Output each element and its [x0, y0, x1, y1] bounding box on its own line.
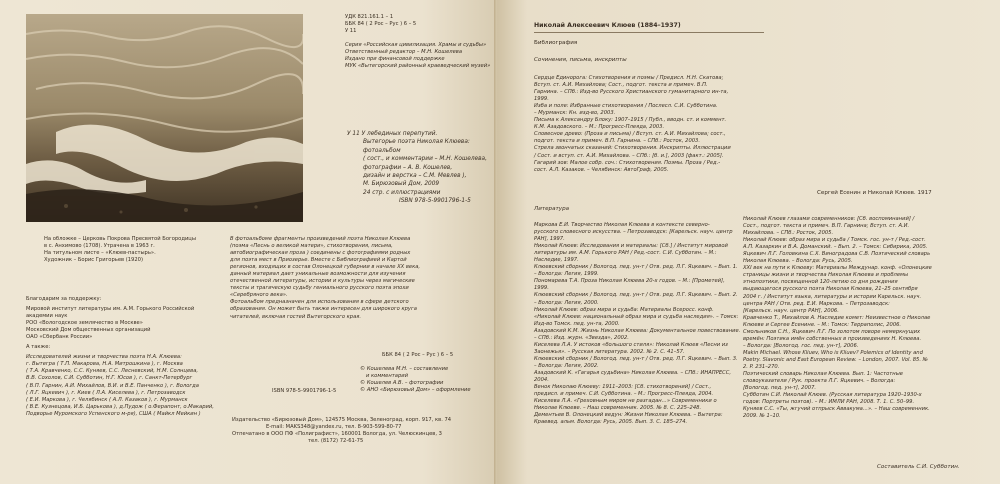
literature-column-1	[534, 222, 740, 426]
literature-line: времён: Поэтика имён собственных в произведениях Н. Клюева.	[743, 335, 922, 342]
header-rule	[534, 32, 764, 33]
also-line: ( В.П. Гарнин, А.И. Михайлов, В.И. и В.Е. Панченко ), г. Вологда	[26, 382, 199, 389]
literature-line: Клюевский сборник / Вологод. пед. ун-т / Отв. ред. Л.Г. Яцкевич. – Вып. 3.	[534, 355, 738, 362]
literature-line: Наследие, 1997.	[534, 257, 579, 264]
literature-line: Маркова Е.И. Творчество Николая Клюева в контексте северно-	[534, 222, 710, 228]
edition-credits	[345, 42, 490, 70]
isbn-line: ISBN 978-5-9901796-1-5	[399, 198, 471, 205]
literature-line: – Вологда: Легия, 2002.	[534, 362, 599, 369]
catalog-line: У 11 У лебединых перепутий.	[347, 131, 438, 137]
literature-line: РАН], 1997.	[534, 236, 565, 243]
literature-line: Кравченко Т., Михайлов А. Наследие комет: Неизвестное о Николае	[743, 314, 931, 321]
cover-note-line: На обложке – Церковь Покрова Пресвятой Богородицы	[44, 236, 196, 242]
annotation-text	[230, 236, 420, 321]
works-line: Письма к Александру Блоку: 1907–1915 / Публ., вводн. ст. и коммент.	[534, 117, 727, 124]
literature-line: 2009. № 1–10.	[743, 413, 781, 420]
literature-line: Николая Клюева. – Вологда: Русь, 2005.	[743, 258, 853, 265]
thanks-section	[26, 296, 214, 418]
literature-line: Субботин С.И. Николай Клюев. (Русская литература 1920–1930-х	[743, 392, 922, 399]
works-line: / Сост. и вступ. ст. А.И. Михайлова. – СПб.: [б. и.], 2003 [факт.: 2005].	[534, 152, 724, 159]
literature-line: русского словесного искусства. – Петрозаводск: [Карельск. науч. центр	[534, 229, 733, 236]
works-line: Гарнина. – СПб.: Изд-во Русского Христианского гуманитарного ин-та,	[534, 89, 729, 96]
annotation-line: образования. Он может быть также интересен для широкого круга	[230, 306, 417, 313]
literature-line: Венок Николаю Клюеву: 1911–2003: [Сб. стихотворений] / Сост.,	[534, 384, 712, 391]
annotation-line: (поэма «Песнь о великой матери», стихотворения, письма,	[230, 243, 393, 250]
annotation-line: читателей, включая гостей Вытегорского края.	[230, 313, 362, 320]
literature-line: Николай Клюев: образ мира и судьба / Томск. гос. ун-т / Ред.-сост.	[743, 237, 926, 244]
works-line: 1999.	[534, 96, 549, 103]
works-line: Изба и поле: Избранные стихотворения / Послесл. С.И. Субботина.	[534, 103, 718, 110]
also-line: Исследователей жизни и творчества поэта Н.А. Клюева:	[26, 354, 182, 361]
cover-notes	[44, 236, 196, 264]
literature-line: Куняев С.С. «Ты, жгучий отпрыск Аввакума…». – Наш современник.	[743, 406, 930, 413]
literature-line: 2. P. 231–270.	[743, 363, 780, 370]
annotation-line: Фотоальбом предназначен для использования в сфере детского	[230, 299, 409, 306]
literature-line: Киселева Л.А. У истоков «большого стиля»: Николай Клюев «Песни из	[534, 341, 728, 348]
annotation-line: «Серебряного века».	[230, 292, 288, 299]
literature-line: Изд-во Томск. пед. ун-та, 2000.	[534, 320, 620, 327]
works-line: Гагарий зов: Малое собр. соч.: Стихотворения. Поэмы. Проза / Ред.-	[534, 159, 721, 166]
also-line: ( В.Е. Кузнецова, И.Б. Царькова ), д.Пудож ( о.Ферапонт, о.Макарий,	[26, 403, 214, 410]
catalog-line: фотоальбом	[363, 147, 401, 154]
literature-line: Яцкевич Л.Г. Головкина С.Х. Виноградова С.В. Поэтический словарь	[743, 251, 931, 258]
annotation-line: регионов, входящих в состав Олонецкой губернии в начале XX века,	[230, 264, 421, 271]
udk-code: УДК 821.161.1 – 1	[345, 14, 394, 20]
literature-line: 1999.	[534, 285, 549, 292]
publisher-line: E-mail: MAKS348@yandex.ru, тел. 8-903-599-80-77	[266, 424, 402, 431]
literature-line: Смольников С.Н., Яцкевич Л.Г. По золотом поворе немеркнущих	[743, 328, 921, 335]
also-line: Подворье Муромского Успенского м-ря), США ( Майкл Мейкин )	[26, 410, 201, 417]
bibliography-title: Библиография	[534, 40, 578, 46]
literature-line: 2004.	[534, 377, 549, 384]
thanks-line: академии наук	[26, 313, 68, 320]
literature-line: Николай Клюев: образ мира и судьба: Материалы Всеросс. конф.	[534, 306, 714, 313]
literature-line: предисл. и примеч. С.И. Субботина. – М.: Прогресс-Плеяда, 2004.	[534, 391, 714, 398]
literature-line: Заонежья». – Русская литература. 2002. № 2. С. 41–57.	[534, 348, 685, 355]
literature-line: выдающегося русского поэта Николая Клюева, 21–25 сентября	[743, 286, 918, 293]
also-line: ( Т.А. Кравченко, С.С. Куняев, С.С. Лесневский, Н.М. Солнцева,	[26, 368, 199, 375]
credit-line: МУК «Вытегорский районный краеведческий музей»	[345, 63, 491, 70]
works-line: – Мурманск: Кн. изд-во, 2003.	[534, 110, 616, 117]
literature-line: 2004 г. / Институт языка, литературы и истории Карельск. науч.	[743, 293, 922, 300]
literature-line: Дементьев В. Олонецкий ведун: Жизни Николая Клюева. – Вытегра:	[534, 412, 723, 419]
annotation-line: автобиографическая проза ) соединены с фотографиями родных	[230, 250, 411, 257]
catalog-line: ( сост., и комментарии – М.Н. Кошелева,	[363, 156, 487, 163]
thanks-line: Мировой институт литературы им. А.М. Горького Российской	[26, 306, 195, 313]
literature-line: Киселева Л.А. «Греховным миром не разгадан…» Современники о	[534, 398, 717, 405]
isbn-small: ISBN 978-5-9901796-1-5	[272, 388, 337, 394]
literature-title: Литература	[534, 206, 570, 212]
literature-line: Краевед. альм. Вологда: Русь, 2005. Вып. 3. С. 185–274.	[534, 419, 688, 426]
annotation-line: тексты и трагическую судьбу гениального русского поэта эпохи	[230, 285, 409, 292]
works-line: Вступ. ст. А.И. Михайлова; Сост., подгот. текста и примеч. В.П.	[534, 82, 708, 89]
catalog-line: фотографии – А. В. Кошелев,	[363, 164, 453, 171]
copyright-block	[360, 366, 471, 394]
thanks-line: РОО «Вологодское землячество в Москве»	[26, 320, 143, 327]
also-line: ( Е.И. Маркова ), г. Челябинск ( А.Л. Казаков ), г. Мурманск	[26, 396, 188, 403]
left-page	[0, 0, 497, 484]
sea-shore-photo	[26, 14, 303, 222]
photo-caption: Сергей Есенин и Николай Клюев. 1917	[817, 190, 932, 196]
publisher-block	[232, 417, 451, 445]
literature-line: литературы им. А.М. Горького РАН / Ред.-сост. С.И. Субботин. – М.:	[534, 250, 717, 257]
literature-line: страницы жизни и творчества Николая Клюева и проблемы	[743, 272, 909, 279]
literature-column-2	[743, 216, 932, 420]
bbk-code: ББК 84 ( 2 Рос – Рус ) 6 – 5	[345, 21, 417, 27]
literature-line: [Вологод. пед. ун-т], 2007.	[743, 385, 817, 392]
works-line: Сердце Единорога: Стихотворения и поэмы / Предисл. Н.Н. Скатова;	[534, 75, 724, 81]
compiler-credit: Составитель С.И. Субботин.	[877, 464, 960, 470]
works-line: подгот. текста и примеч. В.П. Гарнина. – СПб.: Росток, 2003.	[534, 138, 701, 145]
publisher-line: Издательство «Бирюзовый Дом», 124575 Москва, Зеленоград, корп. 917, кв. 74	[232, 417, 452, 423]
thanks-line: Московский Дом общественных организаций	[26, 327, 151, 334]
literature-line: годов: Портреты поэтов). – М.: ИМЛИ РАН, 2008. Т. 1. С. 50–99.	[743, 399, 915, 406]
also-line: В.В. Сохолов, С.И. Субботин, Н.Г. Юсов ), г. Санкт-Петербург	[26, 375, 193, 382]
literature-line: Николай Клюев глазами современников: [Сб. воспоминаний] /	[743, 216, 915, 222]
annotation-line: для поэта мест в Приозерье. Вместе с Библиографией и Картой	[230, 257, 407, 264]
thanks-line: ОАО «Сбербанк России»	[26, 334, 93, 341]
works-line: Словесное древо: (Проза и письма) / Вступ. ст. А.И. Михайлова; сост.,	[534, 131, 726, 138]
copyright-line: © Кошелев А.В. – фотографии	[360, 380, 444, 387]
thanks-title: Благодарим за поддержку:	[26, 296, 102, 302]
literature-line: Михайлова. – СПб.: Росток, 2005.	[743, 230, 834, 237]
annotation-line: данный материал дает уникальные возможности для изучения	[230, 271, 406, 278]
copyright-line: и комментарий	[366, 373, 408, 380]
literature-line: Николае Клюеве. – Наш современник. 2005. № 8. С. 225–248.	[534, 405, 702, 412]
also-title: А также:	[26, 344, 51, 351]
literature-line: Николай Клюев: Исследования и материалы: [Сб.] / Институт мировой	[534, 243, 728, 250]
copyright-line: © Кошелева М.Н. – составление	[360, 366, 449, 372]
right-page	[497, 0, 1000, 484]
annotation-line: отечественной литературы, истории и культуры через магические	[230, 278, 415, 285]
catalog-line: М. Бирюзовый Дом, 2009	[363, 181, 440, 188]
copyright-line: © АНО «Бирюзовый Дом» – оформление	[360, 387, 471, 394]
literature-line: – Вологда: Легия, 2000.	[534, 299, 599, 306]
literature-line: Клюеве и Сергее Есенине. – М.: Томск: Терраполис, 2006.	[743, 321, 902, 328]
literature-line: Пономарева Т.А. Проза Николая Клюева 20-х годов. – М.: [Прометей],	[534, 278, 725, 285]
literature-line: А.П. Казаркин и В.А. Доманский. – Вып. 2. – Томск: Сибирика, 2005.	[743, 244, 928, 251]
catalog-code: У 11	[345, 28, 357, 34]
author-header: Николай Алексеевич Клюев (1884–1937)	[534, 22, 681, 29]
catalog-line: Вытегорье поэта Николая Клюева:	[363, 139, 470, 146]
literature-line: – Вологда: [Вологод. гос. пед. ун-т], 2006.	[743, 342, 859, 349]
literature-line: «Николай Клюев: национальный образ мира и судьба наследия». – Томск:	[534, 313, 739, 320]
works-title: Сочинения, письма, инскрипты	[534, 57, 627, 63]
also-line: ( Л.Г. Яцкевич ), г. Киев ( Л.А. Киселева ), г. Петрозаводск	[26, 389, 186, 396]
cover-note-line: в с. Анхимово (1708). Утрачена в 1963 г.	[44, 243, 155, 250]
cover-note-line: Художник – Борис Григорьев (1920)	[44, 257, 143, 264]
literature-line: [Карельск. науч. центр РАН], 2006.	[743, 307, 839, 314]
literature-line: Клюевский сборник / Вологод. пед. ун-т / Отв. ред. Л.Г. Яцкевич. – Вып. 1.	[534, 264, 738, 271]
literature-line: – СПб.: Изд. журн. «Звезда», 2002.	[534, 334, 629, 341]
literature-line: Сост., подгот. текста и примеч. В.П. Гарнина; Вступ. ст. А.И.	[743, 223, 910, 230]
annotation-line: В фотоальбоме фрагменты произведений поэта Николая Клюева	[230, 236, 411, 242]
publisher-line: Отпечатано в ООО ПФ «Полиграфист», 160001 Вологда, ул. Челюскинцев, 3	[232, 431, 442, 438]
also-line: г. Вытегра ( Т.П. Макарова, Н.А. Митрошкина ), г. Москва	[26, 361, 183, 368]
works-line: сост. А.Л. Казаков. – Челябинск: АвтоГраф, 2005.	[534, 166, 669, 173]
literature-line: Клюевский сборник / Вологод. пед. ун-т / Отв. ред. Л.Г. Яцкевич. – Вып. 2.	[534, 292, 738, 299]
catalog-line: дизайн и верстка – С.М. Мевлев ),	[363, 173, 467, 180]
literature-line: словоуказатели / Рук. проекта Л.Г. Яцкевич. – Вологда:	[743, 378, 896, 385]
literature-line: Poetry. Slavonic and East European Review. – London, 2007. Vol. 85. №	[743, 356, 929, 363]
literature-line: этнопоэтики, посвященной 120-летию со дня рождения	[743, 279, 898, 286]
credit-line: Серия «Российская цивилизация. Храмы и судьбы»	[345, 42, 487, 48]
literature-line: Поэтический словарь Николая Клюева. Вып. 1: Частотные	[743, 371, 903, 378]
works-line: Стрела звончатых сказаний: Стихотворения. Инскрипты. Иллюстрации	[534, 145, 731, 152]
credit-line: Ответственный редактор – М.Н. Кошелева	[345, 49, 463, 56]
works-line: К.М. Азадовского. – М.: Прогресс-Плеяда, 2003.	[534, 124, 665, 131]
catalog-entry	[347, 130, 487, 206]
publisher-line: тел. (8172) 72-61-75	[308, 438, 364, 445]
bbk-repeat: ББК 84 ( 2 Рос – Рус ) 6 – 5	[382, 352, 454, 358]
catalog-line: 24 стр. с иллюстрациями	[363, 189, 441, 196]
works-list	[534, 75, 731, 174]
literature-line: центра РАН / Отв. ред. Е.И. Маркова. – Петрозаводск:	[743, 300, 890, 307]
literature-line: Азадовский К. «Гагарья судьбина» Николая Клюева. – СПб.: ИНАПРЕСС,	[534, 369, 731, 376]
literature-line: – Вологда: Легия, 1999.	[534, 271, 599, 278]
literature-line: Азадовский К.М. Жизнь Николая Клюева: Документальное повествование.	[534, 327, 741, 334]
credit-line: Издано при финансовой поддержке	[345, 56, 445, 63]
literature-line: Makin Michael. Whose Kliuev, Who is Kliuev? Polemics of Identity and	[743, 349, 923, 356]
literature-line: XXI век на пути к Клюеву: Материалы Междунар. конф. «Олонецкие	[743, 265, 932, 272]
cover-note-line: На титульном листе – «Клюев-пастырь».	[44, 250, 156, 257]
